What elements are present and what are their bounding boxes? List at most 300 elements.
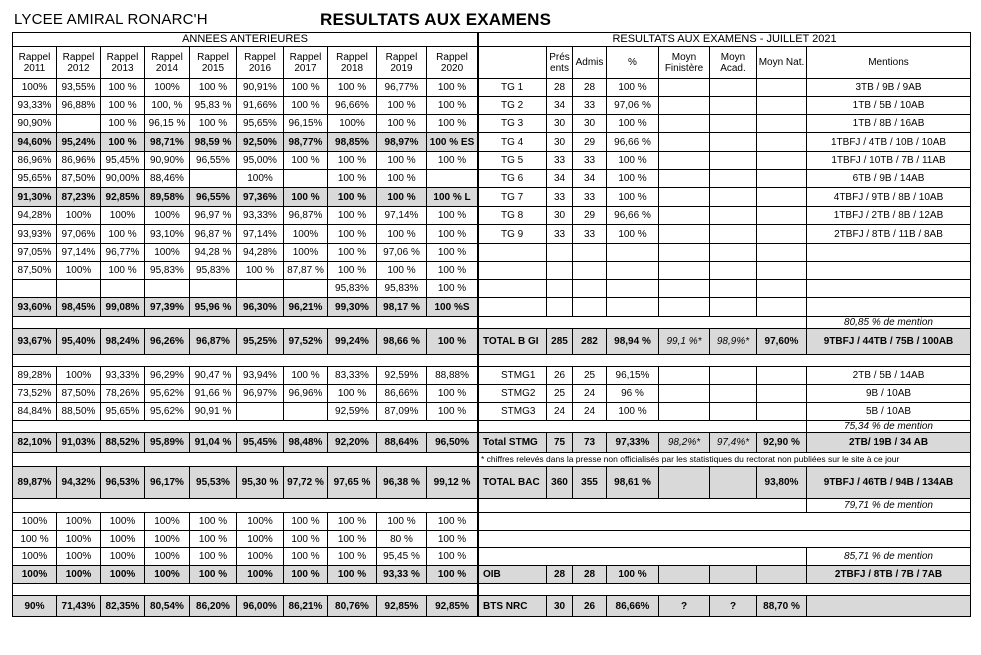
results-2021-title: RESULTATS AUX EXAMENS - JUILLET 2021: [479, 33, 971, 47]
result-cell: 97,06 %: [607, 97, 659, 115]
history-row: [13, 329, 478, 355]
rate-cell: 100 %: [427, 566, 478, 584]
rate-cell: 100 %: [190, 531, 237, 548]
rate-cell: 96,21%: [284, 298, 328, 317]
rate-cell: 98,97%: [377, 133, 427, 152]
result-cell: 24: [573, 385, 607, 403]
result-cell: 30: [547, 596, 573, 617]
result-cell: 29: [573, 133, 607, 152]
result-cell: 360: [547, 467, 573, 499]
rate-cell: 100 %: [328, 531, 377, 548]
rate-cell: 98,77%: [284, 133, 328, 152]
class-row: [479, 403, 971, 421]
rate-cell: 94,32%: [57, 467, 101, 499]
rate-cell: 91,66 %: [190, 385, 237, 403]
result-cell: 92,90 %: [757, 433, 807, 453]
rate-cell: 97,14%: [237, 225, 284, 244]
rate-cell: 100 %: [190, 79, 237, 97]
rate-cell: 100 %: [427, 244, 478, 262]
mentions-cell: 9TBFJ / 44TB / 75B / 100AB: [807, 329, 971, 355]
result-cell: 34: [547, 170, 573, 188]
rate-cell: 82,10%: [13, 433, 57, 453]
rate-cell: 94,28 %: [190, 244, 237, 262]
rate-cell: 96,97%: [237, 385, 284, 403]
rate-cell: 90,91 %: [190, 403, 237, 421]
result-cell: 100 %: [607, 115, 659, 133]
rate-cell: 100 %: [284, 152, 328, 170]
history-row: [13, 298, 478, 317]
rate-cell: 97,05%: [13, 244, 57, 262]
result-cell: 30: [547, 115, 573, 133]
oib-row: [479, 566, 971, 584]
year-header: Rappel 2019: [377, 47, 427, 79]
result-cell: 98,94 %: [607, 329, 659, 355]
history-row: [13, 367, 478, 385]
result-cell: 100 %: [607, 188, 659, 207]
class-name: TG 3: [479, 115, 547, 133]
total-stmg-row: [479, 433, 971, 453]
rate-cell: 97,39%: [145, 298, 190, 317]
result-cell: 33: [547, 152, 573, 170]
result-cell: 24: [573, 403, 607, 421]
rate-cell: 100%: [284, 225, 328, 244]
rate-cell: 100%: [101, 513, 145, 531]
result-cell: [710, 152, 757, 170]
rate-cell: 86,96%: [13, 152, 57, 170]
result-cell: [659, 403, 710, 421]
class-name: BTS NRC: [479, 596, 547, 617]
rate-cell: 95,45%: [101, 152, 145, 170]
previous-years-table: [12, 32, 478, 617]
result-cell: ?: [710, 596, 757, 617]
rate-cell: 100 %: [427, 97, 478, 115]
history-row: [13, 385, 478, 403]
rate-cell: 100 %: [427, 548, 478, 566]
rate-cell: 98,45%: [57, 298, 101, 317]
rate-cell: 93,60%: [13, 298, 57, 317]
rate-cell: 100 %: [328, 207, 377, 225]
result-cell: 33: [573, 97, 607, 115]
result-cell: [710, 97, 757, 115]
rate-cell: 100 %: [101, 97, 145, 115]
result-cell: [757, 225, 807, 244]
rate-cell: 80,54%: [145, 596, 190, 617]
rate-cell: 100 %: [427, 262, 478, 280]
class-row: [479, 79, 971, 97]
result-cell: 96 %: [607, 385, 659, 403]
rate-cell: 97,14%: [377, 207, 427, 225]
rate-cell: 86,96%: [57, 152, 101, 170]
rate-cell: 100 % L: [427, 188, 478, 207]
class-name: TG 2: [479, 97, 547, 115]
rate-cell: 96,53%: [101, 467, 145, 499]
rate-cell: [284, 403, 328, 421]
result-cell: 28: [573, 566, 607, 584]
class-row: [479, 152, 971, 170]
year-header: Rappel 2012: [57, 47, 101, 79]
result-cell: 33: [573, 152, 607, 170]
rate-cell: 100 %: [427, 403, 478, 421]
rate-cell: 100 %: [427, 225, 478, 244]
mentions-cell: 1TBFJ / 4TB / 10B / 10AB: [807, 133, 971, 152]
rate-cell: 89,58%: [145, 188, 190, 207]
rate-cell: 100%: [101, 531, 145, 548]
result-cell: [710, 115, 757, 133]
result-cell: [757, 367, 807, 385]
rate-cell: 100%: [145, 566, 190, 584]
class-row: [479, 188, 971, 207]
rate-cell: 100 %: [328, 79, 377, 97]
history-row: [13, 188, 478, 207]
result-cell: 33: [573, 225, 607, 244]
history-row: [13, 467, 478, 499]
rate-cell: 100 % ES: [427, 133, 478, 152]
rate-cell: 73,52%: [13, 385, 57, 403]
rate-cell: 95,40%: [57, 329, 101, 355]
rate-cell: 97,36%: [237, 188, 284, 207]
mentions-cell: 5B / 10AB: [807, 403, 971, 421]
rate-cell: 100 %: [328, 170, 377, 188]
rate-cell: 99,08%: [101, 298, 145, 317]
rate-cell: 100%: [57, 262, 101, 280]
rate-cell: 95,53%: [190, 467, 237, 499]
history-row: [13, 262, 478, 280]
history-row: [13, 152, 478, 170]
result-cell: 98,61 %: [607, 467, 659, 499]
rate-cell: 91,03%: [57, 433, 101, 453]
history-row: [13, 97, 478, 115]
page-title: RESULTATS AUX EXAMENS: [320, 10, 552, 29]
rate-cell: 100 %: [427, 152, 478, 170]
rate-cell: 87,87 %: [284, 262, 328, 280]
rate-cell: 100 %: [284, 548, 328, 566]
history-row: [13, 531, 478, 548]
rate-cell: 95,00%: [237, 152, 284, 170]
result-cell: 24: [547, 403, 573, 421]
rate-cell: 90%: [13, 596, 57, 617]
result-cell: 34: [573, 170, 607, 188]
rate-cell: [284, 280, 328, 298]
rate-cell: [190, 280, 237, 298]
result-cell: [659, 385, 710, 403]
history-row: [13, 79, 478, 97]
result-cell: 33: [547, 225, 573, 244]
result-cell: [659, 97, 710, 115]
rate-cell: 100%: [101, 566, 145, 584]
rate-cell: 100%: [57, 531, 101, 548]
rate-cell: 96,88%: [57, 97, 101, 115]
rate-cell: 93,33%: [101, 367, 145, 385]
result-cell: 100 %: [607, 403, 659, 421]
rate-cell: 91,66%: [237, 97, 284, 115]
rate-cell: 100 %: [377, 152, 427, 170]
rate-cell: 96,66%: [328, 97, 377, 115]
result-cell: 355: [573, 467, 607, 499]
class-name: TG 5: [479, 152, 547, 170]
rate-cell: 93,93%: [13, 225, 57, 244]
result-cell: 28: [573, 79, 607, 97]
rate-cell: 100%: [57, 513, 101, 531]
rate-cell: 100%: [145, 79, 190, 97]
result-cell: 86,66%: [607, 596, 659, 617]
rate-cell: 95,45 %: [377, 548, 427, 566]
result-cell: [710, 79, 757, 97]
result-cell: 28: [547, 79, 573, 97]
rate-cell: 80 %: [377, 531, 427, 548]
history-row: [13, 513, 478, 531]
mention-rate-stmg: 75,34 % de mention: [807, 421, 971, 433]
history-row: [13, 566, 478, 584]
class-name: STMG3: [479, 403, 547, 421]
history-row: [13, 433, 478, 453]
history-row: [13, 403, 478, 421]
result-cell: 97,33%: [607, 433, 659, 453]
rate-cell: [284, 170, 328, 188]
rate-cell: 100 %: [190, 115, 237, 133]
mentions-cell: 6TB / 9B / 14AB: [807, 170, 971, 188]
rate-cell: 95,30 %: [237, 467, 284, 499]
rate-cell: [101, 280, 145, 298]
rate-cell: 91,04 %: [190, 433, 237, 453]
rate-cell: 100 %: [328, 566, 377, 584]
rate-cell: [237, 403, 284, 421]
rate-cell: 100%: [13, 566, 57, 584]
result-cell: 97,4%*: [710, 433, 757, 453]
mentions-cell: 2TBFJ / 8TB / 11B / 8AB: [807, 225, 971, 244]
rate-cell: 95,45%: [237, 433, 284, 453]
mention-rate-bgi: 80,85 % de mention: [807, 317, 971, 329]
year-header: Rappel 2020: [427, 47, 478, 79]
result-cell: ?: [659, 596, 710, 617]
result-cell: 30: [573, 115, 607, 133]
rate-cell: 100%: [13, 513, 57, 531]
rate-cell: 100 %: [101, 225, 145, 244]
result-cell: [659, 566, 710, 584]
rate-cell: 92,59%: [377, 367, 427, 385]
result-cell: 98,2%*: [659, 433, 710, 453]
rate-cell: 95,62%: [145, 403, 190, 421]
rate-cell: 100%: [237, 531, 284, 548]
result-cell: [757, 97, 807, 115]
class-name: TG 9: [479, 225, 547, 244]
results-col-header: Moyn Nat.: [757, 47, 807, 79]
rate-cell: 100 %: [377, 513, 427, 531]
rate-cell: 100 %: [190, 548, 237, 566]
rate-cell: 87,50%: [57, 170, 101, 188]
rate-cell: 71,43%: [57, 596, 101, 617]
rate-cell: 100 %: [284, 566, 328, 584]
rate-cell: 97,14%: [57, 244, 101, 262]
rate-cell: 95,83%: [328, 280, 377, 298]
rate-cell: 92,85%: [377, 596, 427, 617]
rate-cell: 88,88%: [427, 367, 478, 385]
bts-row: [479, 596, 971, 617]
rate-cell: 100 %: [427, 513, 478, 531]
class-name: STMG1: [479, 367, 547, 385]
year-header: Rappel 2013: [101, 47, 145, 79]
rate-cell: 87,50%: [13, 262, 57, 280]
rate-cell: 96,87%: [190, 329, 237, 355]
year-header: Rappel 2014: [145, 47, 190, 79]
rate-cell: 90,90%: [145, 152, 190, 170]
rate-cell: 100%: [237, 513, 284, 531]
rate-cell: 95,83 %: [190, 97, 237, 115]
rate-cell: 82,35%: [101, 596, 145, 617]
class-row: [479, 385, 971, 403]
rate-cell: 95,83%: [190, 262, 237, 280]
rate-cell: 100%: [57, 566, 101, 584]
rate-cell: 95,25%: [237, 329, 284, 355]
result-cell: 30: [547, 133, 573, 152]
rate-cell: 100 %: [377, 225, 427, 244]
result-cell: [659, 367, 710, 385]
result-cell: [659, 188, 710, 207]
rate-cell: 100 %: [427, 385, 478, 403]
class-name: STMG2: [479, 385, 547, 403]
rate-cell: 95,65%: [237, 115, 284, 133]
results-col-header: Mentions: [807, 47, 971, 79]
mentions-cell: 2TB / 5B / 14AB: [807, 367, 971, 385]
history-row: [13, 133, 478, 152]
rate-cell: 92,85%: [101, 188, 145, 207]
class-name: TOTAL B GI: [479, 329, 547, 355]
result-cell: [659, 152, 710, 170]
rate-cell: 87,09%: [377, 403, 427, 421]
rate-cell: 96,55%: [190, 152, 237, 170]
history-row: [13, 115, 478, 133]
rate-cell: 89,87%: [13, 467, 57, 499]
result-cell: 30: [547, 207, 573, 225]
rate-cell: 100 %: [101, 115, 145, 133]
rate-cell: 100 %: [101, 262, 145, 280]
rate-cell: 100%: [13, 79, 57, 97]
result-cell: [757, 188, 807, 207]
rate-cell: 88,52%: [101, 433, 145, 453]
rate-cell: 100%: [284, 244, 328, 262]
rate-cell: 97,06%: [57, 225, 101, 244]
rate-cell: 98,66 %: [377, 329, 427, 355]
mentions-cell: 4TBFJ / 9TB / 8B / 10AB: [807, 188, 971, 207]
rate-cell: 97,52%: [284, 329, 328, 355]
rate-cell: 99,24%: [328, 329, 377, 355]
result-cell: [710, 403, 757, 421]
rate-cell: 96,15%: [284, 115, 328, 133]
class-name: Total STMG: [479, 433, 547, 453]
rate-cell: 95,62%: [145, 385, 190, 403]
history-row: [13, 207, 478, 225]
rate-cell: 100 %: [284, 513, 328, 531]
rate-cell: 93,33 %: [377, 566, 427, 584]
rate-cell: 100 %: [377, 115, 427, 133]
result-cell: [757, 133, 807, 152]
result-cell: [710, 385, 757, 403]
rate-cell: 98,48%: [284, 433, 328, 453]
rate-cell: 78,26%: [101, 385, 145, 403]
result-cell: 29: [573, 207, 607, 225]
press-footnote: * chiffres relevés dans la presse non officialisés par les statistiques du rectorat non publiées sur le site à ce jour: [479, 453, 971, 467]
mentions-cell: 1TBFJ / 10TB / 7B / 11AB: [807, 152, 971, 170]
rate-cell: 100%: [57, 367, 101, 385]
class-row: [479, 207, 971, 225]
rate-cell: 100 %: [284, 188, 328, 207]
results-2021-table: [478, 32, 971, 617]
result-cell: 33: [573, 188, 607, 207]
result-cell: [659, 115, 710, 133]
result-cell: [757, 152, 807, 170]
rate-cell: 96,26%: [145, 329, 190, 355]
mentions-cell: 9B / 10AB: [807, 385, 971, 403]
rate-cell: 100 %: [328, 513, 377, 531]
result-cell: [710, 207, 757, 225]
rate-cell: 100 %: [328, 152, 377, 170]
rate-cell: 100%: [101, 207, 145, 225]
class-name: TG 4: [479, 133, 547, 152]
result-cell: [710, 566, 757, 584]
mentions-cell: 1TB / 5B / 10AB: [807, 97, 971, 115]
rate-cell: 96,30%: [237, 298, 284, 317]
rate-cell: 89,28%: [13, 367, 57, 385]
result-cell: 100 %: [607, 79, 659, 97]
rate-cell: 96,38 %: [377, 467, 427, 499]
rate-cell: [145, 280, 190, 298]
rate-cell: 95,83%: [377, 280, 427, 298]
class-row: [479, 367, 971, 385]
rate-cell: 80,76%: [328, 596, 377, 617]
year-header: Rappel 2016: [237, 47, 284, 79]
rate-cell: 83,33%: [328, 367, 377, 385]
history-row: [13, 548, 478, 566]
class-row: [479, 225, 971, 244]
rate-cell: 100%: [328, 115, 377, 133]
results-col-header: [479, 47, 547, 79]
rate-cell: 96,55%: [190, 188, 237, 207]
rate-cell: 96,77%: [101, 244, 145, 262]
result-cell: 26: [573, 596, 607, 617]
rate-cell: 96,00%: [237, 596, 284, 617]
mentions-cell: 3TB / 9B / 9AB: [807, 79, 971, 97]
rate-cell: 95,96 %: [190, 298, 237, 317]
total-bgi-row: [479, 329, 971, 355]
result-cell: 73: [573, 433, 607, 453]
rate-cell: 92,59%: [328, 403, 377, 421]
year-header: Rappel 2017: [284, 47, 328, 79]
rate-cell: 100 %S: [427, 298, 478, 317]
result-cell: 88,70 %: [757, 596, 807, 617]
rate-cell: 86,20%: [190, 596, 237, 617]
rate-cell: 97,72 %: [284, 467, 328, 499]
result-cell: [659, 207, 710, 225]
rate-cell: 98,17 %: [377, 298, 427, 317]
year-header: Rappel 2011: [13, 47, 57, 79]
history-row: [13, 596, 478, 617]
rate-cell: 92,85%: [427, 596, 478, 617]
mentions-cell: 2TBFJ / 8TB / 7B / 7AB: [807, 566, 971, 584]
result-cell: 96,15%: [607, 367, 659, 385]
result-cell: 28: [547, 566, 573, 584]
rate-cell: 100 %: [427, 280, 478, 298]
result-cell: 75: [547, 433, 573, 453]
rate-cell: 100 %: [377, 262, 427, 280]
class-name: TOTAL BAC: [479, 467, 547, 499]
result-cell: 25: [573, 367, 607, 385]
rate-cell: 98,59 %: [190, 133, 237, 152]
result-cell: [659, 79, 710, 97]
result-cell: [659, 170, 710, 188]
rate-cell: 96,15 %: [145, 115, 190, 133]
result-cell: [757, 170, 807, 188]
rate-cell: 100%: [145, 513, 190, 531]
rate-cell: [13, 280, 57, 298]
